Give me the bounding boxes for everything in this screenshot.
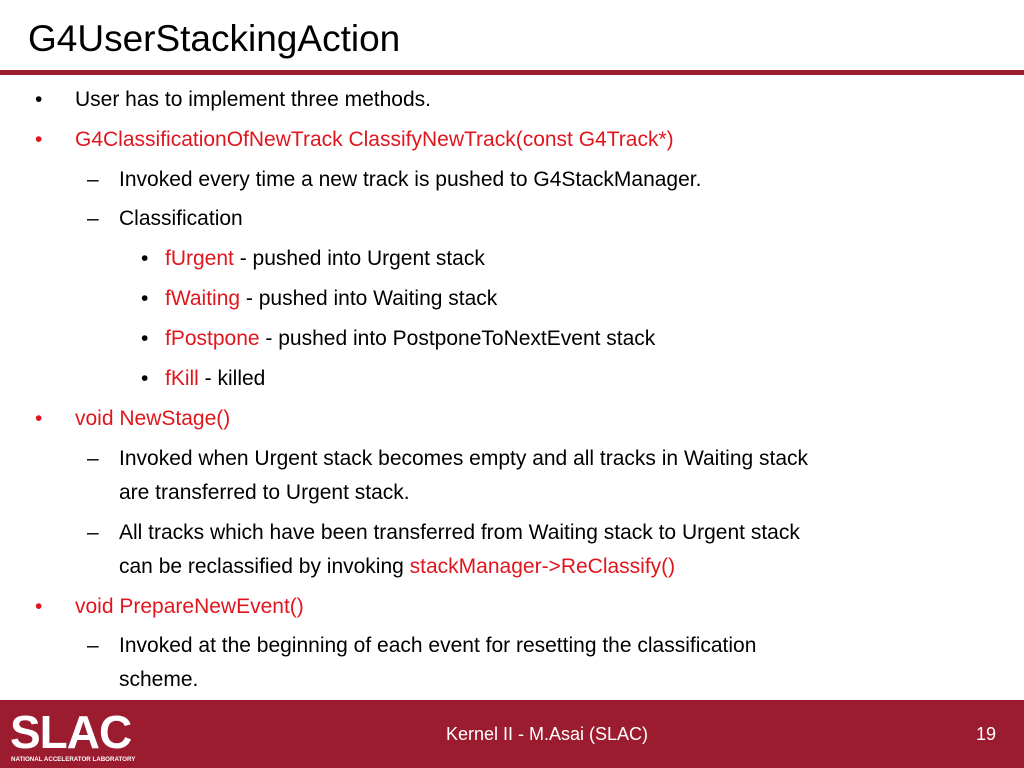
- dash-marker: –: [87, 447, 99, 470]
- sub-item-text: Classification: [119, 207, 243, 230]
- classification-name: fKill: [165, 367, 199, 390]
- slac-logo: [8, 706, 164, 764]
- bullet-marker: •: [35, 595, 43, 618]
- sub-sub-item-text: - pushed into PostponeToNextEvent stack: [259, 327, 656, 350]
- bullet-marker: •: [141, 247, 149, 270]
- sub-sub-item-text: - pushed into Urgent stack: [233, 247, 485, 270]
- footer-presentation-info: Kernel II - M.Asai (SLAC): [446, 724, 649, 744]
- sub-item-text: Invoked at the beginning of each event for resetting the classification: [119, 634, 757, 657]
- sub-item: [87, 630, 757, 662]
- sub-item: [87, 443, 809, 475]
- method-call: stackManager->ReClassify(): [409, 555, 676, 578]
- bullet-marker: •: [141, 287, 149, 310]
- footer-bar: [0, 700, 1024, 768]
- sub-item-continuation: [119, 477, 410, 509]
- bullet-text: void NewStage(): [75, 407, 231, 430]
- sub-item-continuation: [119, 664, 198, 696]
- sub-sub-item: [141, 363, 266, 395]
- bullet-text: User has to implement three methods.: [75, 88, 431, 111]
- bullet-marker: •: [35, 128, 43, 151]
- dash-marker: –: [87, 168, 99, 191]
- slide-title: G4UserStackingAction: [28, 18, 401, 59]
- sub-sub-item: [141, 283, 498, 315]
- sub-item-text: are transferred to Urgent stack.: [119, 481, 410, 504]
- bullet-text: void PrepareNewEvent(): [75, 595, 304, 618]
- classification-name: fPostpone: [165, 327, 260, 350]
- bullet-item: [35, 124, 674, 156]
- bullet-marker: •: [35, 407, 43, 430]
- logo-wordmark: SLAC: [10, 706, 132, 758]
- classification-name: fUrgent: [165, 247, 234, 270]
- sub-sub-item: [141, 323, 656, 355]
- sub-sub-item-text: - pushed into Waiting stack: [240, 287, 498, 310]
- sub-item-text: Invoked when Urgent stack becomes empty and all tracks in Waiting stack: [119, 447, 809, 470]
- dash-marker: –: [87, 634, 99, 657]
- bullet-item: [35, 403, 231, 435]
- bullet-item: [35, 591, 304, 623]
- page-number: 19: [976, 724, 997, 744]
- logo-subtext: NATIONAL ACCELERATOR LABORATORY: [11, 756, 136, 763]
- sub-item-text: All tracks which have been transferred from Waiting stack to Urgent stack: [119, 521, 800, 544]
- sub-item-text: Invoked every time a new track is pushed to G4StackManager.: [119, 168, 702, 191]
- sub-sub-item: [141, 243, 485, 275]
- bullet-text: G4ClassificationOfNewTrack ClassifyNewTrack(const G4Track*): [75, 128, 674, 151]
- sub-item-continuation: [119, 551, 675, 583]
- sub-item-text: can be reclassified by invoking: [119, 555, 410, 578]
- bullet-item: [35, 84, 431, 116]
- sub-sub-item-text: - killed: [198, 367, 266, 390]
- sub-item: [87, 164, 702, 196]
- sub-item: [87, 517, 800, 549]
- sub-item-text: scheme.: [119, 668, 199, 691]
- sub-item: [87, 203, 243, 235]
- bullet-marker: •: [141, 367, 149, 390]
- dash-marker: –: [87, 521, 99, 544]
- classification-name: fWaiting: [165, 287, 241, 310]
- bullet-marker: •: [141, 327, 149, 350]
- dash-marker: –: [87, 207, 99, 230]
- bullet-marker: •: [35, 88, 43, 111]
